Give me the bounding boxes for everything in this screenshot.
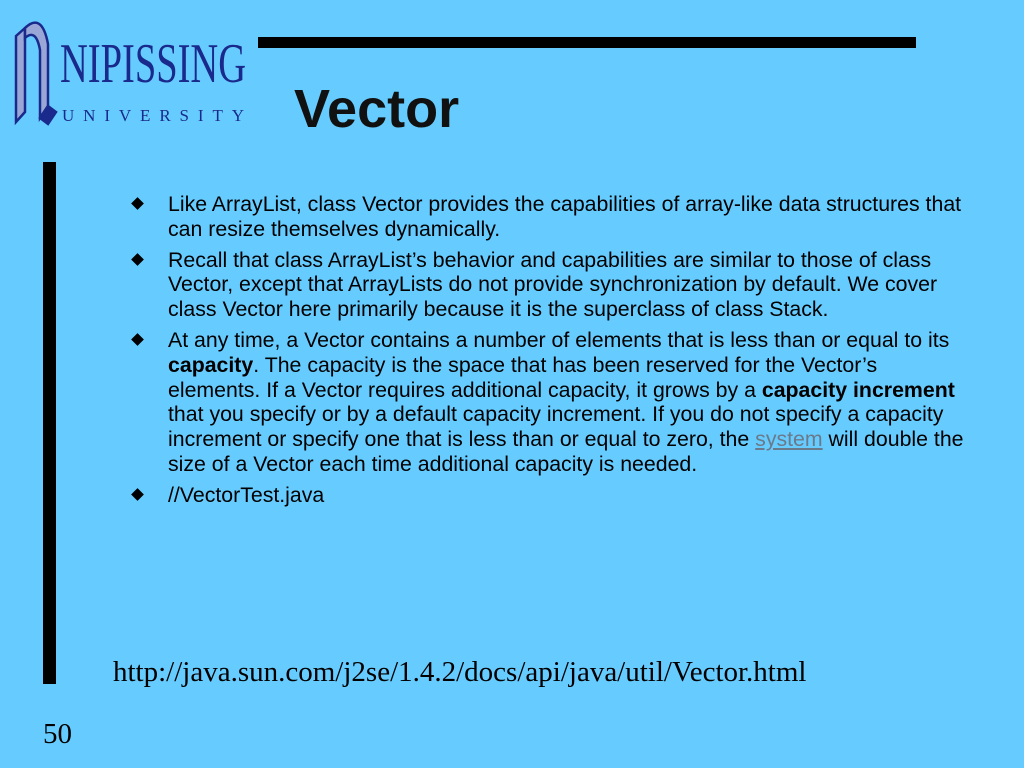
diamond-bullet-icon — [131, 197, 144, 210]
bullet-item — [128, 192, 968, 242]
bullet-text — [168, 328, 968, 477]
logo-emblem — [16, 23, 56, 124]
bullet-text-part: that you specify or by a default capacity increment. If you do not specify a capacity increment or specify one that is less than or equal to zero, the — [168, 402, 944, 452]
bullet-text: Recall that class ArrayList’s behavior and capabilities are similar to those of class Vector, except that ArrayLists do not provide synchronization by default. We cover class Vector here primarily because it is the superclass of class Stack. — [168, 247, 938, 322]
reference-url: http://java.sun.com/j2se/1.4.2/docs/api/java/util/Vector.html — [113, 656, 807, 688]
diamond-bullet-icon — [131, 488, 144, 501]
diamond-bullet-icon — [131, 253, 144, 266]
university-logo — [12, 14, 250, 130]
system-link[interactable]: system — [755, 427, 823, 452]
top-rule — [258, 37, 916, 48]
diamond-bullet-icon — [131, 333, 144, 346]
bold-term-capacity-increment: capacity increment — [761, 377, 955, 402]
bullet-list — [128, 192, 968, 514]
bullet-text-part: . The capacity is the space that has been reserved for the Vector’s elements. If a Vector requires additional capacity, it grows by a — [168, 352, 878, 402]
bullet-text: Like ArrayList, class Vector provides the capabilities of array-like data structures that can resize themselves dynamically. — [168, 192, 962, 241]
bullet-text: //VectorTest.java — [168, 482, 325, 507]
bullet-item — [128, 328, 968, 477]
logo-graphic — [12, 14, 250, 130]
slide-title: Vector — [294, 79, 460, 139]
bold-term-capacity: capacity — [168, 352, 254, 377]
bullet-text-part: At any time, a Vector contains a number of elements that is less than or equal to its — [168, 327, 950, 352]
left-rule — [43, 162, 56, 684]
logo-subtitle: UNIVERSITY — [62, 106, 244, 125]
bullet-item — [128, 483, 968, 508]
bullet-item — [128, 248, 968, 322]
page-number: 50 — [43, 718, 72, 750]
logo-wordmark: NIPISSING — [60, 33, 246, 95]
bullet-text-part: will double the size of a Vector each time additional capacity is needed. — [168, 427, 964, 476]
